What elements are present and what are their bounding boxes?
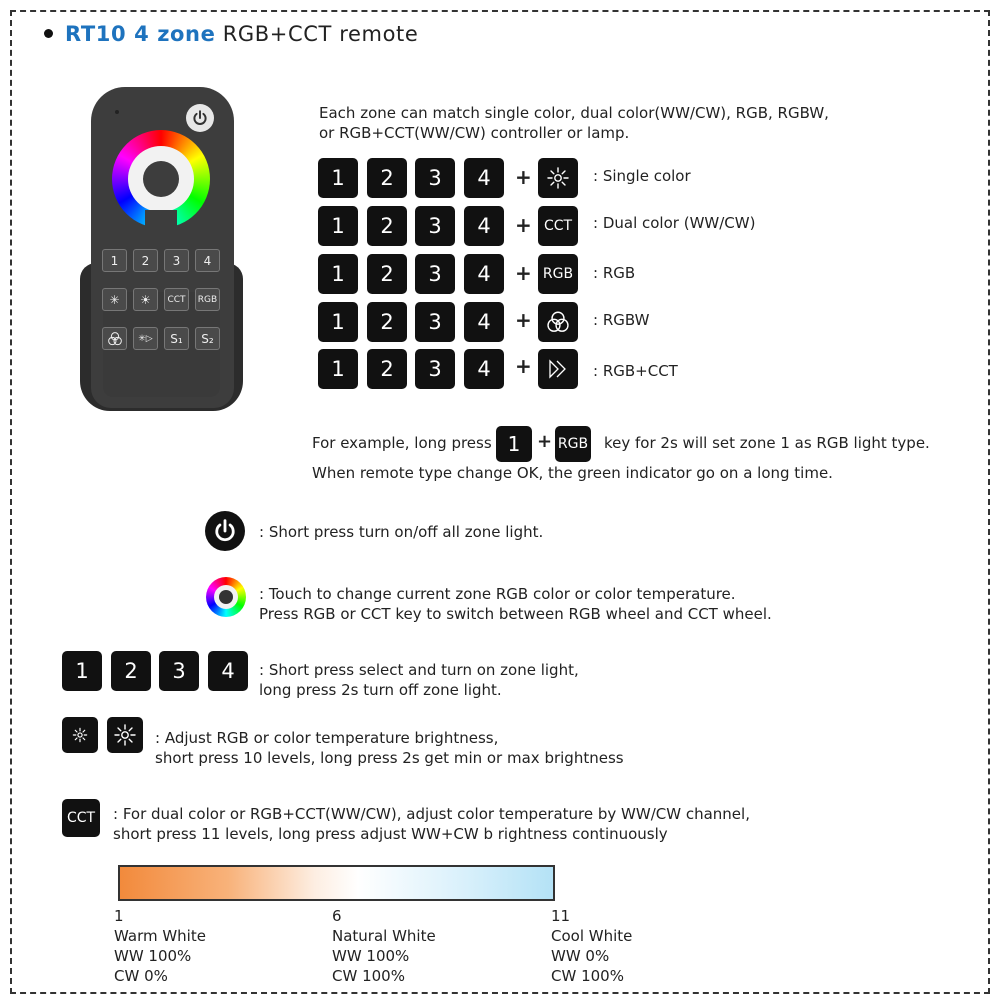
indicator-led — [115, 110, 119, 114]
plus-sign: + — [515, 354, 532, 378]
scale-level: 11 — [551, 907, 571, 925]
type-label-single: : Single color — [593, 167, 691, 185]
plus-sign: + — [515, 308, 532, 332]
scale-name: Warm White — [114, 927, 206, 945]
zone-key-3: 3 — [415, 302, 455, 342]
brightness-line-2: short press 10 levels, long press 2s get min or max brightness — [155, 749, 624, 767]
zone-key-2: 2 — [367, 206, 407, 246]
rgbw-type-key — [538, 302, 578, 342]
plus-sign: + — [537, 431, 553, 452]
wheel-line-1: : Touch to change current zone RGB color or color temperature. — [259, 585, 736, 603]
zone-key-3: 3 — [415, 254, 455, 294]
power-key — [205, 511, 245, 551]
remote-rgbw-key — [102, 327, 127, 350]
example-line-2: When remote type change OK, the green indicator go on a long time. — [312, 464, 833, 482]
sun-icon: ☀ — [140, 292, 151, 307]
cct-type-key: CCT — [538, 206, 578, 246]
example-zone-key: 1 — [496, 426, 532, 462]
wheel-center — [143, 161, 179, 197]
scale-ww: WW 100% — [114, 947, 192, 965]
remote-zone-key-1: 1 — [102, 249, 127, 272]
scale-level: 6 — [332, 907, 342, 925]
zone-key-2: 2 — [111, 651, 151, 691]
scale-cw: CW 0% — [114, 967, 168, 985]
zone-key-4: 4 — [464, 302, 504, 342]
remote-power-button — [186, 104, 214, 132]
example-suffix: key for 2s will set zone 1 as RGB light type. — [604, 434, 930, 452]
play-forward-icon — [546, 357, 570, 381]
remote-zone-key-2: 2 — [133, 249, 158, 272]
scale-cw: CW 100% — [332, 967, 405, 985]
remote-brightness-down — [102, 288, 127, 311]
zone-key-2: 2 — [367, 254, 407, 294]
mode-icon: ✳▷ — [138, 333, 153, 344]
brightness-down-key — [62, 717, 98, 753]
page-title — [44, 22, 418, 46]
zone-key-1: 1 — [318, 254, 358, 294]
sun-small-icon — [70, 725, 90, 745]
scale-natural — [332, 906, 436, 986]
remote-zone-key-3: 3 — [164, 249, 189, 272]
example-rgb-key: RGB — [555, 426, 591, 462]
zone-key-1: 1 — [318, 206, 358, 246]
plus-sign: + — [515, 213, 532, 237]
remote-rgb-key: RGB — [195, 288, 220, 311]
zones-line-2: long press 2s turn off zone light. — [259, 681, 502, 699]
zone-key-1: 1 — [318, 158, 358, 198]
rgbcct-type-key — [538, 349, 578, 389]
zone-key-1: 1 — [318, 302, 358, 342]
rgbw-circles-icon — [545, 309, 571, 335]
type-label-rgbw: : RGBW — [593, 311, 650, 329]
brightness-line-1: : Adjust RGB or color temperature brightness, — [155, 729, 499, 747]
wheel-line-2: Press RGB or CCT key to switch between RGB wheel and CCT wheel. — [259, 605, 772, 623]
wheel-gap — [145, 210, 177, 230]
zone-key-2: 2 — [367, 302, 407, 342]
remote-mode-key — [133, 327, 158, 350]
plus-sign: + — [515, 165, 532, 189]
sun-icon — [113, 723, 137, 747]
zone-key-2: 2 — [367, 349, 407, 389]
zone-key-1: 1 — [62, 651, 102, 691]
plus-sign: + — [515, 261, 532, 285]
zone-key-3: 3 — [415, 206, 455, 246]
zone-key-4: 4 — [208, 651, 248, 691]
rgbw-circles-icon — [107, 331, 123, 347]
sun-small-icon: ✳ — [109, 292, 120, 307]
sun-icon — [546, 166, 570, 190]
scale-name: Cool White — [551, 927, 633, 945]
zones-line-1: : Short press select and turn on zone light, — [259, 661, 579, 679]
type-label-rgbcct: : RGB+CCT — [593, 362, 678, 380]
scale-cw: CW 100% — [551, 967, 624, 985]
zone-key-4: 4 — [464, 206, 504, 246]
zone-key-3: 3 — [415, 349, 455, 389]
intro-line-1: Each zone can match single color, dual color(WW/CW), RGB, RGBW, — [319, 104, 829, 122]
zone-key-3: 3 — [159, 651, 199, 691]
power-icon — [212, 518, 238, 544]
zone-key-4: 4 — [464, 349, 504, 389]
single-color-key — [538, 158, 578, 198]
zone-key-1: 1 — [318, 349, 358, 389]
title-rest: RGB+CCT remote — [222, 22, 419, 46]
example-prefix: For example, long press — [312, 434, 492, 452]
color-temperature-gradient — [118, 865, 555, 901]
power-description: : Short press turn on/off all zone light. — [259, 523, 544, 541]
cct-line-1: : For dual color or RGB+CCT(WW/CW), adjust color temperature by WW/CW channel, — [113, 805, 750, 823]
cct-line-2: short press 11 levels, long press adjust WW+CW b rightness continuously — [113, 825, 668, 843]
zone-key-4: 4 — [464, 158, 504, 198]
remote-zone-key-4: 4 — [195, 249, 220, 272]
scale-ww: WW 100% — [332, 947, 410, 965]
wheel-center — [219, 590, 233, 604]
scale-cool — [551, 906, 632, 986]
remote-s1-key: S₁ — [164, 327, 189, 350]
remote-s2-key: S₂ — [195, 327, 220, 350]
rgb-type-key: RGB — [538, 254, 578, 294]
scale-warm — [114, 906, 206, 986]
brightness-up-key — [107, 717, 143, 753]
zone-key-4: 4 — [464, 254, 504, 294]
type-label-rgb: : RGB — [593, 264, 636, 282]
title-model: RT10 4 zone — [65, 22, 216, 46]
remote-brightness-up — [133, 288, 158, 311]
scale-ww: WW 0% — [551, 947, 610, 965]
remote-cct-key: CCT — [164, 288, 189, 311]
type-label-dual: : Dual color (WW/CW) — [593, 214, 756, 232]
cct-key: CCT — [62, 799, 100, 837]
zone-key-3: 3 — [415, 158, 455, 198]
scale-level: 1 — [114, 907, 124, 925]
bullet-icon — [44, 29, 53, 38]
zone-key-2: 2 — [367, 158, 407, 198]
intro-line-2: or RGB+CCT(WW/CW) controller or lamp. — [319, 124, 630, 142]
scale-name: Natural White — [332, 927, 436, 945]
power-icon — [191, 109, 209, 127]
